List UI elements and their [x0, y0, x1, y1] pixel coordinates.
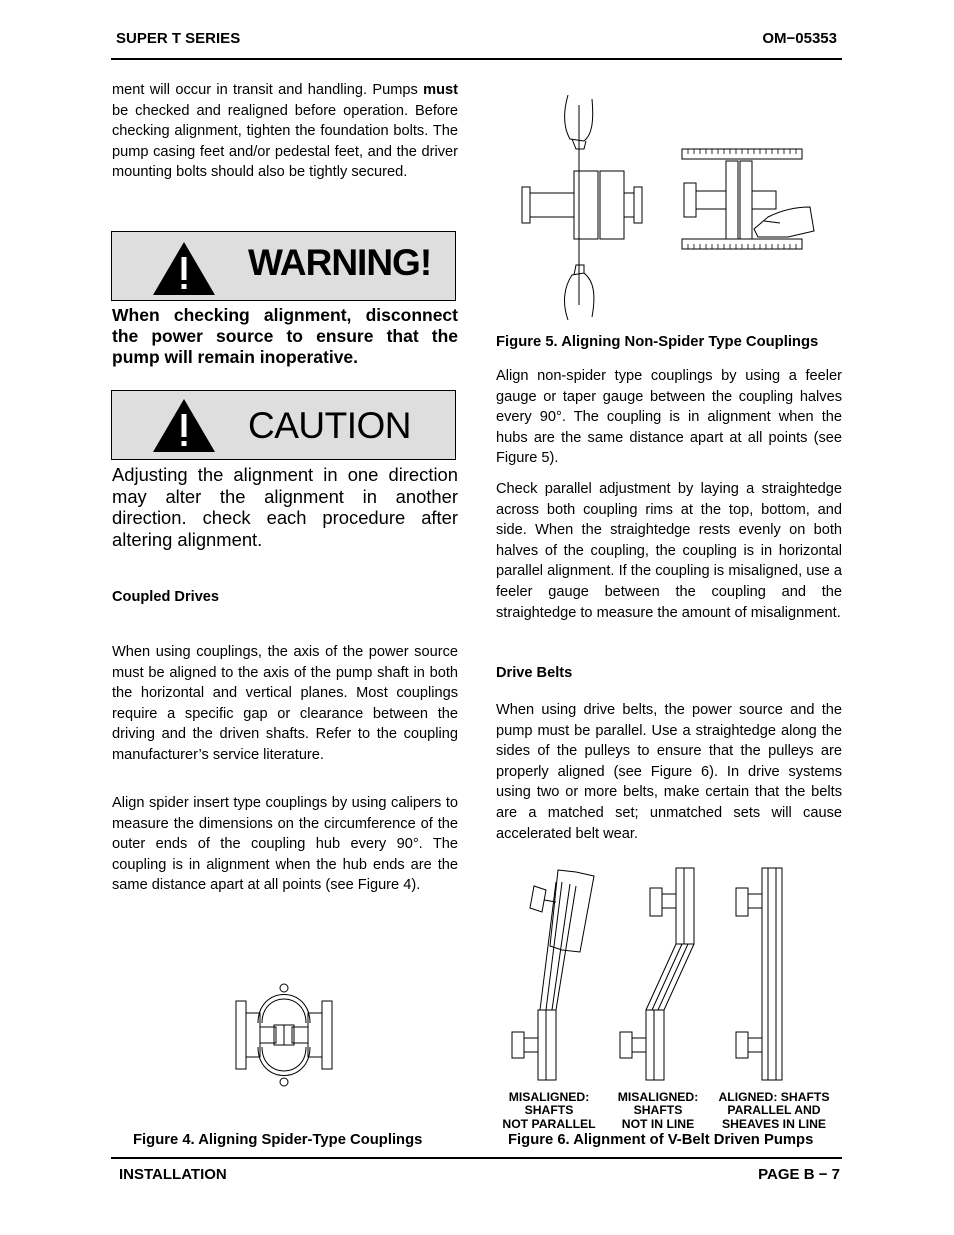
header-series: SUPER T SERIES [116, 30, 241, 47]
intro-paragraph: ment will occur in transit and handling. Pumps must be checked and realigned before operation. Before checking alignment, tighten the foundation bolts. The pump casing feet and/or pedestal feet, and the driver mounting bolts should also be tightly secured. [112, 82, 458, 181]
right-paragraph-1: Align non-spider type couplings by using a feeler gauge or taper gauge between the coupling halves every 90°. The coupling is in alignment when the hubs are the same distance apart at all points (see Figure 5). [496, 368, 842, 467]
figure-6-label-aligned: ALIGNED: SHAFTS PARALLEL AND SHEAVES IN LINE [718, 1090, 830, 1131]
header-rule [111, 58, 842, 60]
figure-6-caption: Figure 6. Alignment of V-Belt Driven Pumps [508, 1132, 814, 1148]
figure-6-label-not-parallel: MISALIGNED: SHAFTS NOT PARALLEL [502, 1090, 596, 1131]
drive-belts-heading: Drive Belts [496, 665, 573, 681]
right-paragraph-3: When using drive belts, the power source and the pump must be parallel. Use a straightedge along the sides of the pulleys to ensure that the pulleys are properly aligned (see Figure 6). In drive systems using two or more belts, make certain that the belts are a matched set; unmatched sets will cause accelerated belt wear. [496, 702, 842, 842]
figure-5-non-spider-coupling-illustration [518, 95, 818, 320]
caution-banner [111, 390, 456, 460]
footer-section: INSTALLATION [119, 1166, 227, 1183]
belt-drive-not-in-line [620, 868, 694, 1080]
figure-4-caption: Figure 4. Aligning Spider-Type Couplings [133, 1132, 423, 1148]
warning-title: WARNING! [248, 242, 432, 283]
belt-drive-aligned [736, 868, 782, 1080]
caution-text: Adjusting the alignment in one direction may alter the alignment in another direction. check each procedure after altering alignment. [112, 464, 458, 550]
warning-triangle-icon [152, 240, 216, 296]
right-paragraph-2: Check parallel adjustment by laying a straightedge across both coupling rims at the top, bottom, and side. When the straightedge rests evenly on both halves of the coupling, the coupling is in horizontal parallel alignment. If the coupling is misaligned, use a feeler gauge between the coupling and the straightedge to measure the amount of misalignment. [496, 481, 842, 621]
caution-triangle-icon [152, 397, 216, 453]
coupled-paragraph-1: When using couplings, the axis of the power source must be aligned to the axis of the pump shaft in both the horizontal and vertical planes. Most couplings require a specific gap or clearance between the driving and the driven shafts. Refer to the coupling manufacturer’s service literature. [112, 644, 458, 763]
footer-rule [111, 1157, 842, 1159]
header-doc-number: OM−05353 [762, 30, 837, 47]
figure-4-spider-coupling-illustration [228, 975, 340, 1095]
figure-5-caption: Figure 5. Aligning Non-Spider Type Couplings [496, 334, 819, 350]
belt-drive-not-parallel [512, 870, 594, 1080]
footer-page-number: PAGE B − 7 [758, 1166, 840, 1183]
figure-6-label-not-in-line: MISALIGNED: SHAFTS NOT IN LINE [617, 1090, 699, 1131]
coupled-drives-heading: Coupled Drives [112, 589, 220, 605]
figure-6-vbelt-illustration [500, 862, 830, 1084]
caution-title: CAUTION [248, 405, 411, 446]
warning-banner [111, 231, 456, 301]
coupled-paragraph-2: Align spider insert type couplings by using calipers to measure the dimensions on the circumference of the outer ends of the coupling hub every 90°. The coupling is in alignment when the hub ends are the same distance apart at all points (see Figure 4). [112, 795, 458, 894]
warning-text: When checking alignment, disconnect the power source to ensure that the pump will remain inoperative. [112, 305, 458, 367]
